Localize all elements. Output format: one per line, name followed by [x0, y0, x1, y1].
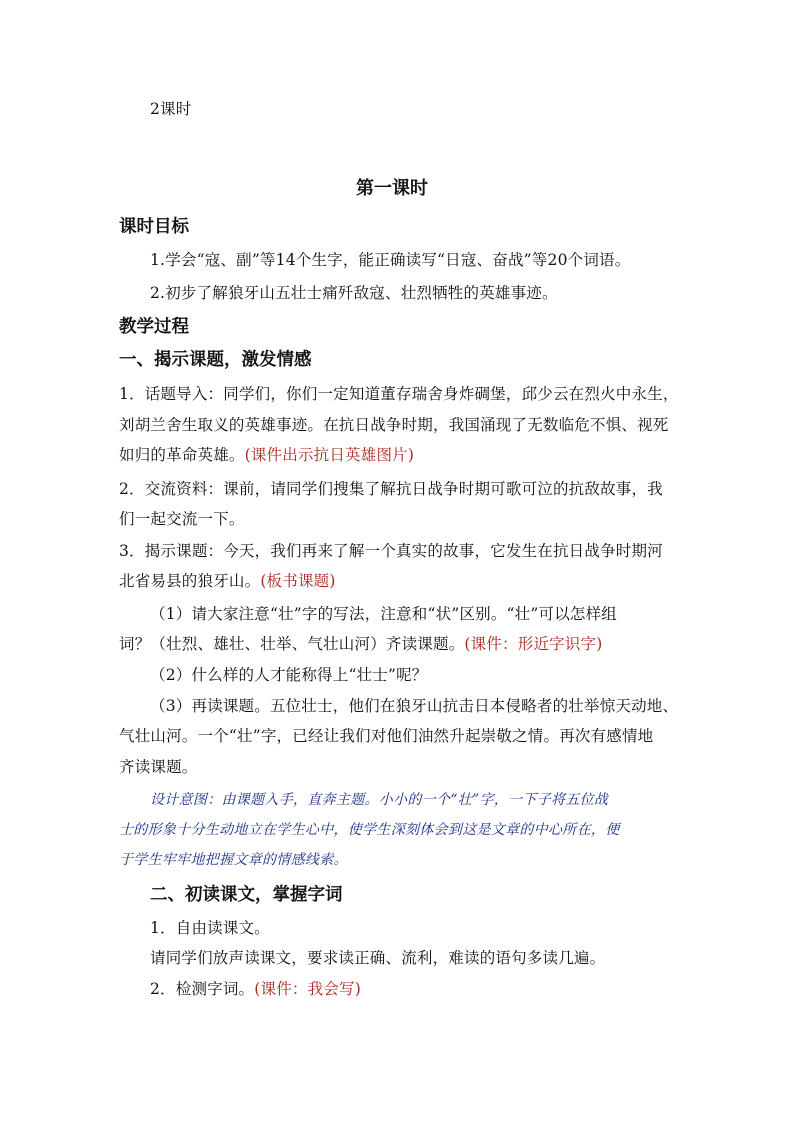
top-label: 2课时 [150, 100, 192, 118]
sub1-line-1: （1）请大家注意“壮”字的写法，注意和“状”区别。“壮”可以怎样组 [150, 605, 618, 623]
sub1-line-2-text: 词？（壮烈、雄壮、壮举、气壮山河）齐读课题。 [119, 635, 465, 653]
courseware-note-3: (课件：我会写) [254, 980, 361, 998]
goal-item-2: 2.初步了解狼牙山五壮士痛歼敌寇、壮烈牺牲的英雄事迹。 [150, 284, 558, 302]
p3-line-2 [119, 569, 336, 591]
part2-item-2 [150, 977, 361, 999]
sub2-line: （2）什么样的人才能称得上“壮士”呢？ [150, 666, 428, 684]
p1-line-3 [119, 443, 414, 465]
part2-item-2-text: 2．检测字词。 [150, 980, 255, 998]
p2-line-2: 们一起交流一下。 [119, 510, 245, 528]
goal-heading: 课时目标 [119, 217, 189, 237]
courseware-note: (课件出示抗日英雄图片) [244, 446, 415, 464]
board-note: (板书课题) [260, 572, 336, 590]
part2-item-1: 1．自由读课文。 [150, 919, 270, 937]
sub3-line-3: 齐读课题。 [119, 758, 198, 776]
process-heading: 教学过程 [119, 317, 189, 337]
part2-heading: 二、初读课文，掌握字词 [150, 885, 343, 905]
design-line-2: 士的形象十分生动地立在学生心中，使学生深刻体会到这是文章的中心所在，便 [119, 822, 620, 838]
p1-line-2: 刘胡兰舍生取义的英雄事迹。在抗日战争时期，我国涌现了无数临危不惧、视死 [119, 416, 669, 434]
p3-line-2-text: 北省易县的狼牙山。 [119, 572, 261, 590]
p2-line-1: 2．交流资料：课前，请同学们搜集了解抗日战争时期可歌可泣的抗敌故事，我 [119, 480, 663, 498]
page-title: 第一课时 [356, 178, 428, 199]
part1-heading: 一、揭示课题，激发情感 [119, 350, 312, 370]
design-line-3: 于学生牢牢地把握文章的情感线索。 [119, 852, 348, 868]
courseware-note-2: (课件：形近字识字) [464, 635, 603, 653]
p1-line-1: 1．话题导入：同学们，你们一定知道董存瑞舍身炸碉堡，邱少云在烈火中永生， [119, 385, 679, 403]
sub3-line-2: 气壮山河。一个“壮”字，已经让我们对他们油然升起崇敬之情。再次有感情地 [119, 727, 654, 745]
sub1-line-2 [119, 632, 603, 654]
p1-line-3-text: 如归的革命英雄。 [119, 446, 245, 464]
part2-item-1-detail: 请同学们放声读课文，要求读正确、流利，难读的语句多读几遍。 [150, 949, 606, 967]
goal-item-1: 1.学会“寇、副”等14个生字，能正确读写“日寇、奋战”等20个词语。 [150, 251, 631, 269]
design-line-1: 设计意图：由课题入手，直奔主题。小小的一个“壮”字，一下子将五位战 [150, 792, 609, 808]
sub3-line-1: （3）再读课题。五位壮士，他们在狼牙山抗击日本侵略者的壮举惊天动地、 [150, 697, 679, 715]
p3-line-1: 3．揭示课题：今天，我们再来了解一个真实的故事，它发生在抗日战争时期河 [119, 542, 663, 560]
